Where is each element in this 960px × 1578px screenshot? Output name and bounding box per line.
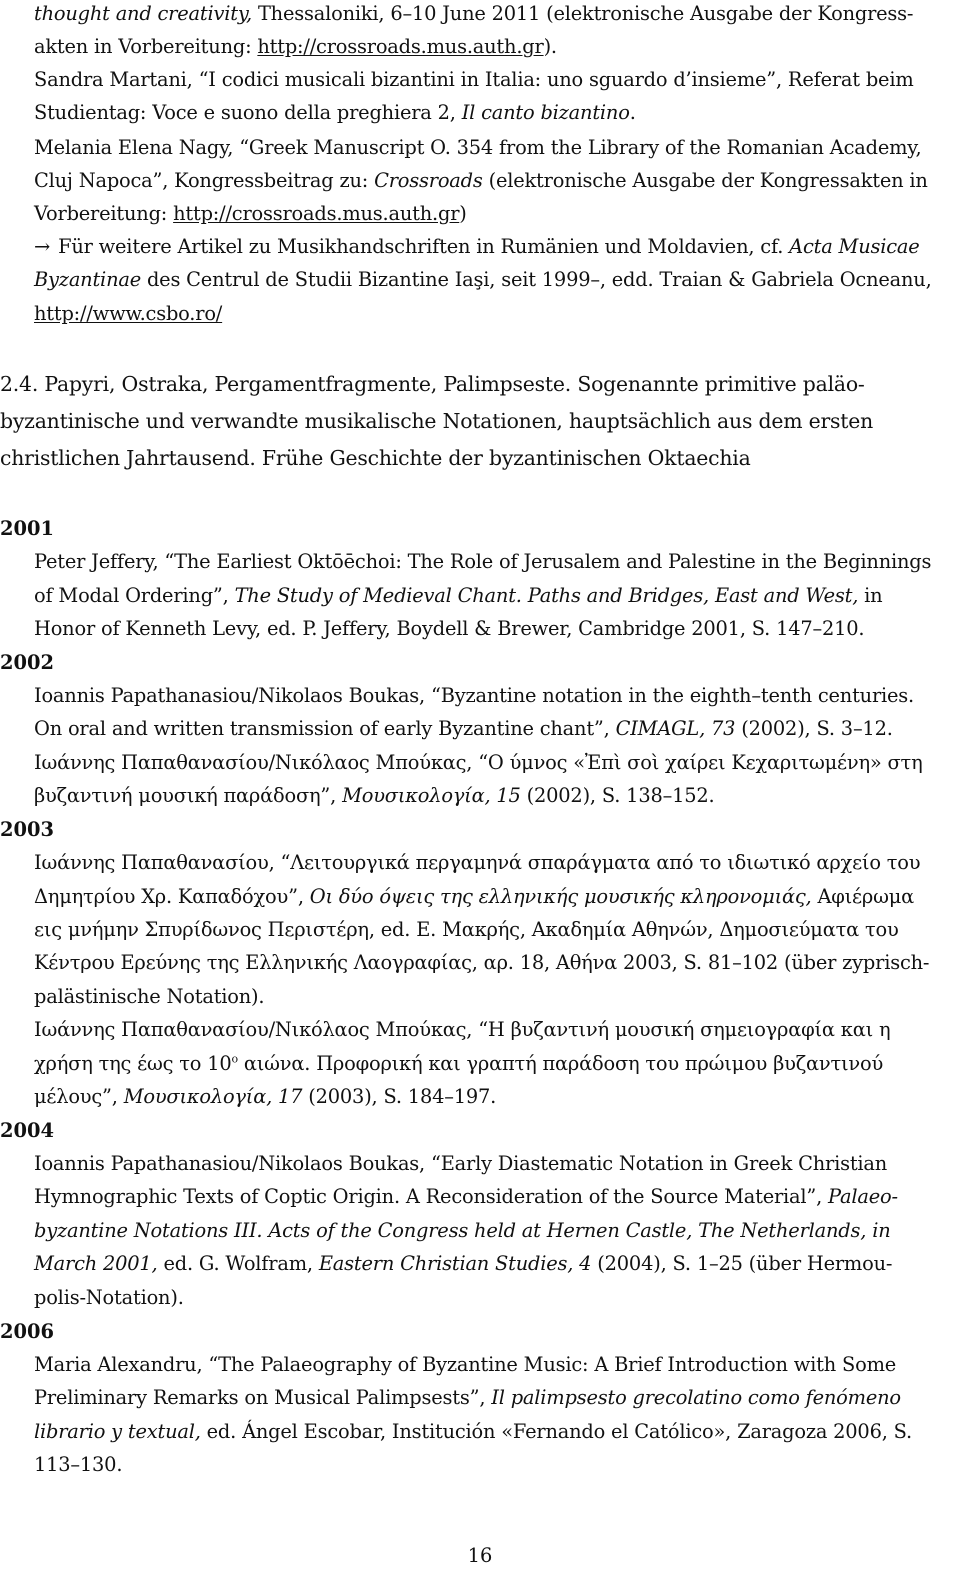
text-span: αιώνα. Προφορική και γραπτή παράδοση του πρώιμου βυζαντινού xyxy=(237,1052,884,1075)
text-line xyxy=(34,885,952,909)
text-span: On oral and written transmission of early Byzantine chant”, xyxy=(34,717,616,740)
text-line xyxy=(34,918,952,942)
crossroads-link[interactable]: http://crossroads.mus.auth.gr xyxy=(257,35,544,58)
text-line xyxy=(34,2,952,26)
text-line xyxy=(34,1052,952,1076)
italic-text: Crossroads xyxy=(374,169,483,192)
text-line xyxy=(34,1219,952,1243)
section-heading-text: byzantinische und verwandte musikalische Notationen, hauptsächlich aus dem ersten xyxy=(0,409,874,433)
text-span: (elektronische Ausgabe der Kongressakten in xyxy=(482,169,928,192)
italic-text: Byzantinae xyxy=(34,268,141,291)
text-span: μέλους”, xyxy=(34,1085,124,1108)
text-line xyxy=(34,1018,952,1042)
text-span: ed. Ángel Escobar, Institución «Fernando el Católico», Zaragoza 2006, S. xyxy=(200,1420,912,1443)
superscript: ο xyxy=(231,1052,238,1066)
text-line xyxy=(34,68,952,92)
text-span: Melania Elena Nagy, “Greek Manuscript O. 354 from the Library of the Romanian Academy, xyxy=(34,136,922,159)
text-line xyxy=(34,617,952,641)
text-span: of Modal Ordering”, xyxy=(34,584,235,607)
text-line xyxy=(34,784,952,808)
text-line xyxy=(34,951,952,975)
text-line xyxy=(34,550,952,574)
italic-text: Il palimpsesto grecolatino como fenómeno xyxy=(491,1386,901,1409)
text-span: ed. G. Wolfram, xyxy=(157,1252,319,1275)
text-line xyxy=(34,1453,952,1477)
text-span: (2002), S. 138–152. xyxy=(520,784,715,807)
text-span: polis-Notation). xyxy=(34,1286,184,1309)
text-span: 113–130. xyxy=(34,1453,123,1476)
italic-text: Palaeo- xyxy=(828,1185,898,1208)
text-span: des Centrul de Studii Bizantine Iaşi, seit 1999–, edd. Traian & Gabriela Ocneanu, xyxy=(141,268,932,291)
year-heading: 2004 xyxy=(0,1119,54,1142)
crossroads-link[interactable]: http://crossroads.mus.auth.gr xyxy=(173,202,460,225)
text-line xyxy=(34,169,952,193)
text-span: Κέντρου Ερεύνης της Ελληνικής Λαογραφίας, αρ. 18, Αθήνα 2003, S. 81–102 (über zyprisch- xyxy=(34,951,930,974)
text-span: Honor of Kenneth Levy, ed. P. Jeffery, Boydell & Brewer, Cambridge 2001, S. 147–210. xyxy=(34,617,865,640)
text-span: Für weitere Artikel zu Musikhandschriften in Rumänien und Moldavien, cf. xyxy=(58,235,790,258)
text-line xyxy=(34,1286,952,1310)
text-span: palästinische Notation). xyxy=(34,985,265,1008)
text-span: Studientag: Voce e suono della preghiera 2, xyxy=(34,101,462,124)
text-line xyxy=(34,101,952,125)
year-heading: 2003 xyxy=(0,818,54,841)
text-span: ) xyxy=(459,202,467,225)
section-heading-line xyxy=(0,409,952,433)
year-heading: 2006 xyxy=(0,1320,54,1343)
text-line xyxy=(34,302,952,326)
italic-text: Μουσικολογία, 17 xyxy=(123,1085,303,1108)
text-line xyxy=(34,751,952,775)
text-line xyxy=(34,717,952,741)
text-span: Cluj Napoca”, Kongressbeitrag zu: xyxy=(34,169,375,192)
italic-text: Il canto bizantino xyxy=(461,101,630,124)
text-span: in xyxy=(858,584,883,607)
text-line xyxy=(34,235,952,259)
text-line xyxy=(34,851,952,875)
year-heading: 2001 xyxy=(0,517,54,540)
section-heading-line xyxy=(0,446,952,470)
section-heading-line xyxy=(0,372,952,396)
text-span: Vorbereitung: xyxy=(34,202,174,225)
text-line xyxy=(34,1152,952,1176)
italic-text: byzantine Notations III. Acts of the Congress held at Hernen Castle, The Netherlands, in xyxy=(34,1219,891,1242)
italic-text: CIMAGL, 73 xyxy=(615,717,736,740)
italic-text: Οι δύο όψεις της ελληνικής μουσικής κληρονομιάς, xyxy=(309,885,812,908)
italic-text: March 2001, xyxy=(34,1252,158,1275)
arrow-right-icon: → xyxy=(34,235,51,258)
italic-text: librario y textual, xyxy=(34,1420,201,1443)
text-span: akten in Vorbereitung: xyxy=(34,35,258,58)
italic-text: The Study of Medieval Chant. Paths and Bridges, East and West, xyxy=(234,584,859,607)
text-span: εις μνήμην Σπυρίδωνος Περιστέρη, ed. Ε. Μακρής, Ακαδημία Αθηνών, Δημοσιεύματα του xyxy=(34,918,899,941)
text-span: ). xyxy=(543,35,557,58)
text-span: Δημητρίου Χρ. Καπαδόχου”, xyxy=(34,885,310,908)
italic-text: Μουσικολογία, 15 xyxy=(342,784,521,807)
text-line xyxy=(34,1085,952,1109)
text-line xyxy=(34,985,952,1009)
text-span: Thessaloniki, 6–10 June 2011 (elektronische Ausgabe der Kongress- xyxy=(251,2,914,25)
text-span: Αφιέρωμα xyxy=(811,885,914,908)
text-line xyxy=(34,684,952,708)
text-span: . xyxy=(629,101,636,124)
text-span: βυζαντινή μουσική παράδοση”, xyxy=(34,784,343,807)
text-span: (2002), S. 3–12. xyxy=(735,717,893,740)
page-number: 16 xyxy=(467,1544,493,1567)
text-span: (2003), S. 184–197. xyxy=(302,1085,497,1108)
text-line xyxy=(34,1353,952,1377)
text-line xyxy=(34,268,952,292)
text-span: Ιωάννης Παπαθανασίου, “Λειτουργικά περγαμηνά σπαράγματα από το ιδιωτικό αρχείο του xyxy=(34,851,921,874)
text-span: Peter Jeffery, “The Earliest Oktōēchoi: The Role of Jerusalem and Palestine in the Beginnings xyxy=(34,550,932,573)
text-span: Ioannis Papathanasiou/Nikolaos Boukas, “Early Diastematic Notation in Greek Christian xyxy=(34,1152,888,1175)
text-span: Preliminary Remarks on Musical Palimpsests”, xyxy=(34,1386,492,1409)
text-line xyxy=(34,1386,952,1410)
text-line xyxy=(34,1252,952,1276)
text-line xyxy=(34,136,952,160)
section-heading-text: christlichen Jahrtausend. Frühe Geschichte der byzantinischen Oktaechia xyxy=(0,446,751,470)
text-line xyxy=(34,1185,952,1209)
text-line xyxy=(34,1420,952,1444)
italic-text: thought and creativity, xyxy=(34,2,252,25)
text-span: Hymnographic Texts of Coptic Origin. A Reconsideration of the Source Material”, xyxy=(34,1185,829,1208)
text-span: χρήση της έως το 10 xyxy=(34,1052,232,1075)
text-line xyxy=(34,35,952,59)
text-span: (2004), S. 1–25 (über Hermou- xyxy=(591,1252,893,1275)
year-heading: 2002 xyxy=(0,651,54,674)
text-span: Ιωάννης Παπαθανασίου/Νικόλαος Μπούκας, “Ο ύμνος «Ἐπὶ σοὶ χαίρει Κεχαριτωμένη» στη xyxy=(34,751,923,774)
text-line xyxy=(34,584,952,608)
italic-text: Acta Musicae xyxy=(789,235,920,258)
text-span: Ιωάννης Παπαθανασίου/Νικόλαος Μπούκας, “Η βυζαντινή μουσική σημειογραφία και η xyxy=(34,1018,891,1041)
text-span: Ioannis Papathanasiou/Nikolaos Boukas, “Byzantine notation in the eighth–tenth centuries. xyxy=(34,684,915,707)
csbo-link[interactable]: http://www.csbo.ro/ xyxy=(34,302,223,325)
italic-text: Eastern Christian Studies, 4 xyxy=(318,1252,592,1275)
text-line xyxy=(34,202,952,226)
text-span: Sandra Martani, “I codici musicali bizantini in Italia: uno sguardo d’insieme”, Referat beim xyxy=(34,68,914,91)
section-heading-text: 2.4. Papyri, Ostraka, Pergamentfragmente, Palimpseste. Sogenannte primitive paläo- xyxy=(0,372,865,396)
text-span: Maria Alexandru, “The Palaeography of Byzantine Music: A Brief Introduction with Some xyxy=(34,1353,897,1376)
